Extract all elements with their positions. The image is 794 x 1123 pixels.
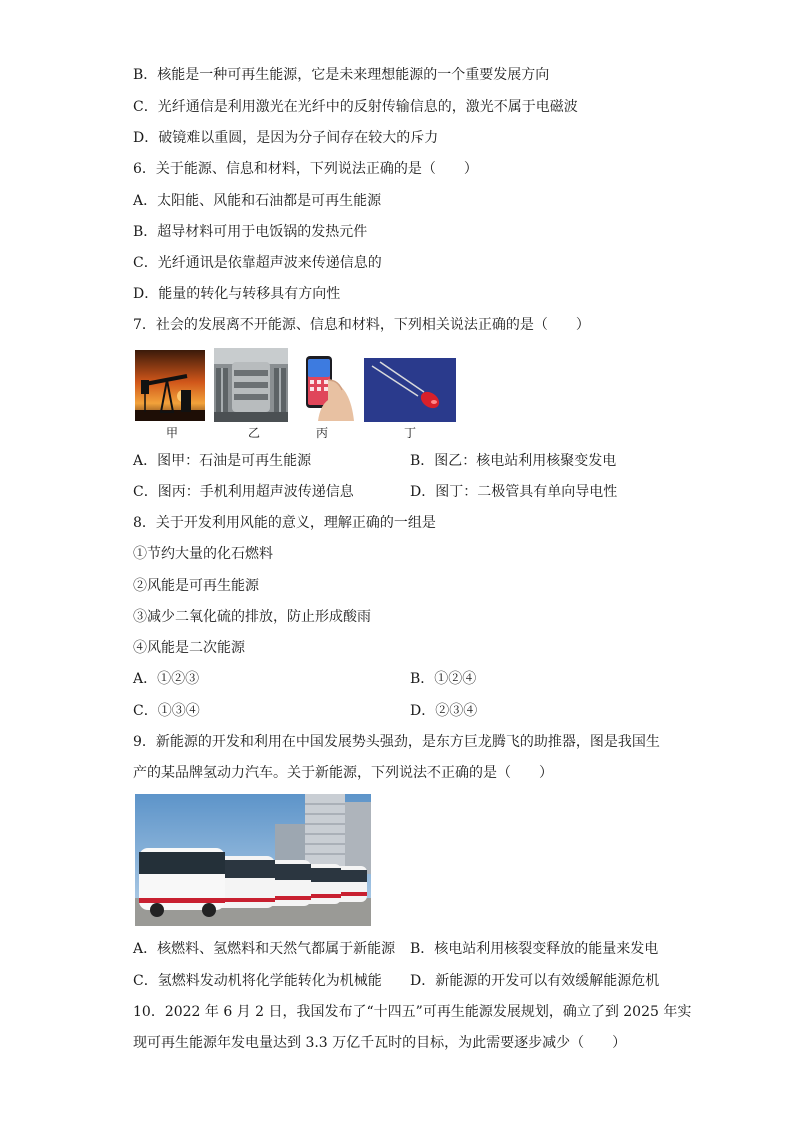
q6-option-d: D．能量的转化与转移具有方向性 bbox=[133, 286, 341, 302]
q8-stem: 8．关于开发利用风能的意义，理解正确的一组是 bbox=[133, 515, 436, 531]
caption-jia: 甲 bbox=[165, 426, 178, 440]
q8-option-c: C．①③④ bbox=[133, 703, 200, 719]
q9-option-c: C．氢燃料发动机将化学能转化为机械能 bbox=[133, 973, 382, 989]
q5-option-b: B．核能是一种可再生能源，它是未来理想能源的一个重要发展方向 bbox=[133, 67, 550, 83]
q8-option-d: D．②③④ bbox=[410, 703, 478, 719]
q7-option-b: B．图乙：核电站利用核聚变发电 bbox=[410, 453, 617, 469]
q5-option-d: D．破镜难以重圆，是因为分子间存在较大的斥力 bbox=[133, 130, 439, 146]
q9-option-d: D．新能源的开发可以有效缓解能源危机 bbox=[410, 973, 660, 989]
caption-bing: 丙 bbox=[315, 426, 328, 440]
smartphone-image bbox=[298, 350, 358, 421]
q6-stem: 6．关于能源、信息和材料，下列说法正确的是（ ） bbox=[133, 161, 478, 177]
q7-stem: 7．社会的发展离不开能源、信息和材料，下列相关说法正确的是（ ） bbox=[133, 317, 590, 333]
q7-option-c: C．图丙：手机利用超声波传递信息 bbox=[133, 484, 354, 500]
hydrogen-bus-image bbox=[135, 794, 371, 926]
q6-option-c: C．光纤通讯是依靠超声波来传递信息的 bbox=[133, 255, 382, 271]
q7-option-d: D．图丁：二极管具有单向导电性 bbox=[410, 484, 618, 500]
q6-option-a: A．太阳能、风能和石油都是可再生能源 bbox=[133, 193, 382, 209]
reactor-image bbox=[214, 348, 288, 422]
q6-option-b: B．超导材料可用于电饭锅的发热元件 bbox=[133, 224, 368, 240]
oil-pump-image bbox=[135, 350, 205, 421]
led-diode-image bbox=[364, 358, 456, 422]
caption-yi: 乙 bbox=[247, 426, 260, 440]
q8-statement-2: ②风能是可再生能源 bbox=[133, 578, 259, 594]
q8-option-a: A．①②③ bbox=[133, 671, 200, 687]
q9-option-b: B．核电站利用核裂变释放的能量来发电 bbox=[410, 941, 659, 957]
q8-statement-4: ④风能是二次能源 bbox=[133, 640, 245, 656]
q9-option-a: A．核燃料、氢燃料和天然气都属于新能源 bbox=[133, 941, 396, 957]
q5-option-c: C．光纤通信是利用激光在光纤中的反射传输信息的，激光不属于电磁波 bbox=[133, 99, 578, 115]
q9-stem-line1: 9．新能源的开发和利用在中国发展势头强劲，是东方巨龙腾飞的助推器，图是我国生 bbox=[133, 734, 660, 750]
q10-stem-line2: 现可再生能源年发电量达到 3.3 万亿千瓦时的目标，为此需要逐步减少（ ） bbox=[133, 1035, 627, 1051]
caption-ding: 丁 bbox=[403, 426, 416, 440]
q8-statement-1: ①节约大量的化石燃料 bbox=[133, 546, 273, 562]
q10-stem-line1: 10．2022 年 6 月 2 日，我国发布了“十四五”可再生能源发展规划，确立了到 2025 年实 bbox=[133, 1004, 692, 1020]
q8-option-b: B．①②④ bbox=[410, 671, 477, 687]
q9-stem-line2: 产的某品牌氢动力汽车。关于新能源，下列说法不正确的是（ ） bbox=[133, 765, 553, 781]
q8-statement-3: ③减少二氧化硫的排放，防止形成酸雨 bbox=[133, 609, 371, 625]
q7-option-a: A．图甲：石油是可再生能源 bbox=[133, 453, 312, 469]
